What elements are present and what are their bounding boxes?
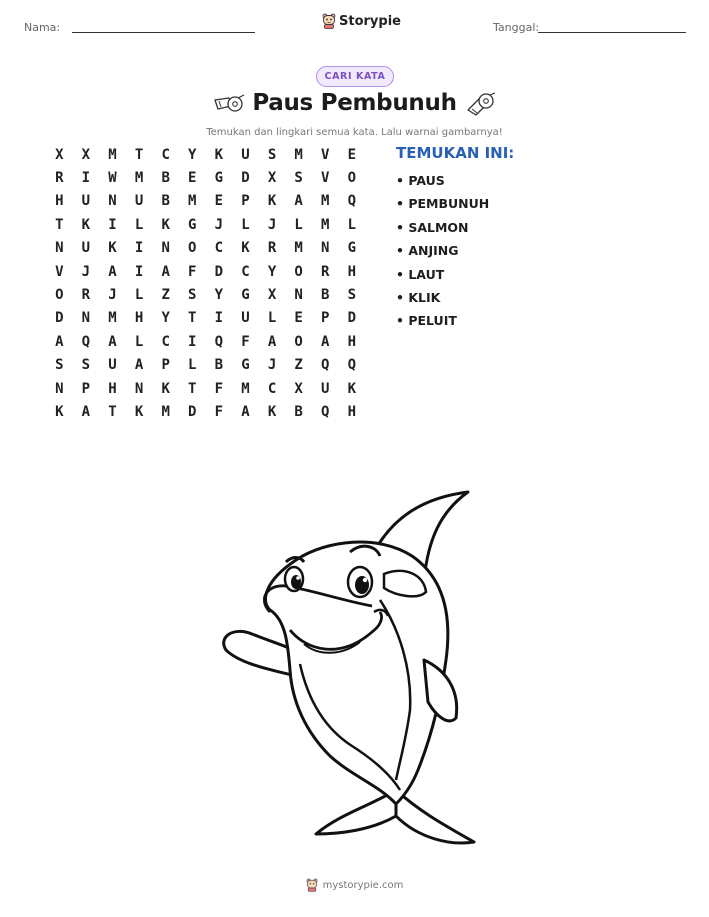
grid-letter: N [294, 287, 303, 304]
grid-letter: K [267, 403, 277, 420]
grid-letter: R [81, 287, 91, 304]
grid-letter: Y [188, 146, 197, 163]
grid-letter: D [241, 170, 250, 187]
grid-letter: X [294, 380, 303, 397]
grid-letter: I [134, 263, 144, 280]
grid-letter: P [81, 380, 91, 397]
name-label: Nama: [24, 21, 61, 34]
grid-letter: P [241, 193, 250, 210]
grid-letter: H [347, 333, 357, 350]
instructions: Temukan dan lingkari semua kata. Lalu warnai gambarnya! [206, 127, 503, 138]
grid-letter: O [347, 170, 357, 187]
grid-letter: U [81, 240, 91, 257]
grid-letter: Q [214, 333, 224, 350]
grid-letter: F [214, 403, 224, 420]
grid-letter: K [161, 380, 170, 397]
grid-letter: S [81, 357, 91, 374]
grid-letter: V [55, 263, 64, 280]
grid-letter: I [108, 216, 117, 233]
grid-letter: H [134, 310, 144, 327]
grid-letter: J [267, 357, 277, 374]
grid-letter: E [188, 170, 197, 187]
grid-letter: M [108, 310, 117, 327]
grid-letter: X [267, 170, 277, 187]
grid-letter: E [347, 146, 357, 163]
grid-letter: O [294, 263, 303, 280]
word-item: • LAUT [396, 266, 445, 282]
grid-letter: A [134, 357, 144, 374]
grid-letter: K [55, 403, 64, 420]
grid-letter: Y [267, 263, 277, 280]
whistle-icon-right [464, 92, 498, 118]
grid-letter: L [294, 216, 303, 233]
grid-letter: F [188, 263, 197, 280]
grid-letter: V [321, 170, 330, 187]
grid-letter: K [347, 380, 357, 397]
grid-letter: H [55, 193, 64, 210]
grid-letter: N [55, 380, 64, 397]
grid-letter: E [294, 310, 303, 327]
grid-letter: I [214, 310, 224, 327]
grid-letter: C [267, 380, 277, 397]
grid-letter: J [108, 287, 117, 304]
grid-letter: A [241, 403, 250, 420]
grid-letter: N [81, 310, 91, 327]
grid-letter: A [294, 193, 303, 210]
grid-letter: G [347, 240, 357, 257]
grid-letter: G [241, 357, 250, 374]
grid-letter: M [241, 380, 250, 397]
grid-letter: D [188, 403, 197, 420]
grid-letter: L [347, 216, 357, 233]
grid-letter: B [294, 403, 303, 420]
grid-letter: T [134, 146, 144, 163]
grid-letter: S [294, 170, 303, 187]
grid-letter: C [161, 146, 170, 163]
grid-letter: Y [161, 310, 170, 327]
grid-letter: A [321, 333, 330, 350]
grid-letter: X [267, 287, 277, 304]
grid-letter: L [134, 333, 144, 350]
grid-letter: P [161, 357, 170, 374]
grid-letter: Z [161, 287, 170, 304]
grid-letter: L [188, 357, 197, 374]
grid-letter: L [134, 216, 144, 233]
grid-letter: U [241, 146, 250, 163]
grid-letter: N [161, 240, 170, 257]
grid-letter: Q [81, 333, 91, 350]
grid-letter: T [55, 216, 64, 233]
grid-letter: S [347, 287, 357, 304]
grid-letter: A [81, 403, 91, 420]
grid-letter: G [241, 287, 250, 304]
word-item: • SALMON [396, 219, 469, 235]
grid-letter: C [214, 240, 224, 257]
grid-letter: K [134, 403, 144, 420]
grid-letter: O [188, 240, 197, 257]
grid-letter: K [81, 216, 91, 233]
grid-letter: N [321, 240, 330, 257]
grid-letter: U [241, 310, 250, 327]
storypie-mascot-icon [322, 13, 336, 29]
grid-letter: M [134, 170, 144, 187]
grid-letter: C [161, 333, 170, 350]
name-line [72, 32, 255, 33]
grid-letter: Y [214, 287, 224, 304]
puzzle-type-badge: CARI KATA [316, 66, 394, 87]
grid-letter: J [267, 216, 277, 233]
grid-letter: K [267, 193, 277, 210]
storypie-mascot-icon [306, 878, 318, 892]
date-label: Tanggal: [493, 21, 540, 34]
word-item: • PEMBUNUH [396, 196, 490, 212]
grid-letter: R [321, 263, 330, 280]
grid-letter: T [188, 380, 197, 397]
grid-letter: T [188, 310, 197, 327]
word-list-title: TEMUKAN INI: [396, 144, 515, 162]
brand-logo [322, 13, 401, 29]
grid-letter: X [55, 146, 64, 163]
grid-letter: U [134, 193, 144, 210]
grid-letter: L [267, 310, 277, 327]
grid-letter: X [81, 146, 91, 163]
brand-name: Storypie [339, 13, 401, 29]
grid-letter: D [55, 310, 64, 327]
word-search-grid [46, 143, 366, 424]
grid-letter: M [321, 216, 330, 233]
word-item: • KLIK [396, 289, 441, 305]
grid-letter: V [321, 146, 330, 163]
grid-letter: F [241, 333, 250, 350]
grid-letter: D [214, 263, 224, 280]
grid-letter: A [267, 333, 277, 350]
grid-letter: B [161, 193, 170, 210]
grid-letter: G [214, 170, 224, 187]
grid-letter: M [294, 146, 303, 163]
orca-coloring-illustration [215, 490, 485, 852]
grid-letter: S [267, 146, 277, 163]
grid-letter: K [161, 216, 170, 233]
grid-letter: B [214, 357, 224, 374]
grid-letter: L [241, 216, 250, 233]
grid-letter: M [161, 403, 170, 420]
word-item: • PELUIT [396, 313, 457, 329]
grid-letter: H [347, 263, 357, 280]
page-title: Paus Pembunuh [252, 90, 457, 116]
grid-letter: U [81, 193, 91, 210]
word-item: • ANJING [396, 243, 459, 259]
grid-letter: K [108, 240, 117, 257]
grid-letter: M [294, 240, 303, 257]
grid-letter: I [188, 333, 197, 350]
grid-letter: B [161, 170, 170, 187]
grid-letter: O [55, 287, 64, 304]
grid-letter: A [108, 263, 117, 280]
grid-letter: R [55, 170, 64, 187]
word-list [396, 169, 489, 333]
grid-letter: Q [321, 403, 330, 420]
grid-letter: L [134, 287, 144, 304]
grid-letter: N [134, 380, 144, 397]
grid-letter: M [108, 146, 117, 163]
grid-letter: U [108, 357, 117, 374]
grid-letter: S [55, 357, 64, 374]
footer-url: mystorypie.com [322, 879, 404, 891]
grid-letter: D [347, 310, 357, 327]
grid-letter: B [321, 287, 330, 304]
grid-letter: G [188, 216, 197, 233]
grid-letter: F [214, 380, 224, 397]
word-item: • PAUS [396, 173, 445, 188]
grid-letter: O [294, 333, 303, 350]
grid-letter: Q [347, 357, 357, 374]
grid-letter: R [267, 240, 277, 257]
grid-letter: I [81, 170, 91, 187]
grid-letter: W [108, 170, 117, 187]
grid-letter: Q [321, 357, 330, 374]
grid-letter: U [321, 380, 330, 397]
grid-letter: P [321, 310, 330, 327]
grid-letter: Z [294, 357, 303, 374]
grid-letter: H [108, 380, 117, 397]
grid-letter: E [214, 193, 224, 210]
grid-letter: M [321, 193, 330, 210]
grid-letter: N [108, 193, 117, 210]
grid-letter: A [108, 333, 117, 350]
grid-letter: N [55, 240, 64, 257]
footer [0, 878, 709, 892]
grid-letter: J [214, 216, 224, 233]
grid-letter: H [347, 403, 357, 420]
grid-letter: A [161, 263, 170, 280]
grid-letter: I [134, 240, 144, 257]
grid-letter: Q [347, 193, 357, 210]
grid-letter: S [188, 287, 197, 304]
grid-letter: M [188, 193, 197, 210]
grid-letter: K [214, 146, 224, 163]
grid-letter: T [108, 403, 117, 420]
date-line [538, 32, 686, 33]
grid-letter: K [241, 240, 250, 257]
grid-letter: J [81, 263, 91, 280]
grid-letter: C [241, 263, 250, 280]
grid-letter: A [55, 333, 64, 350]
